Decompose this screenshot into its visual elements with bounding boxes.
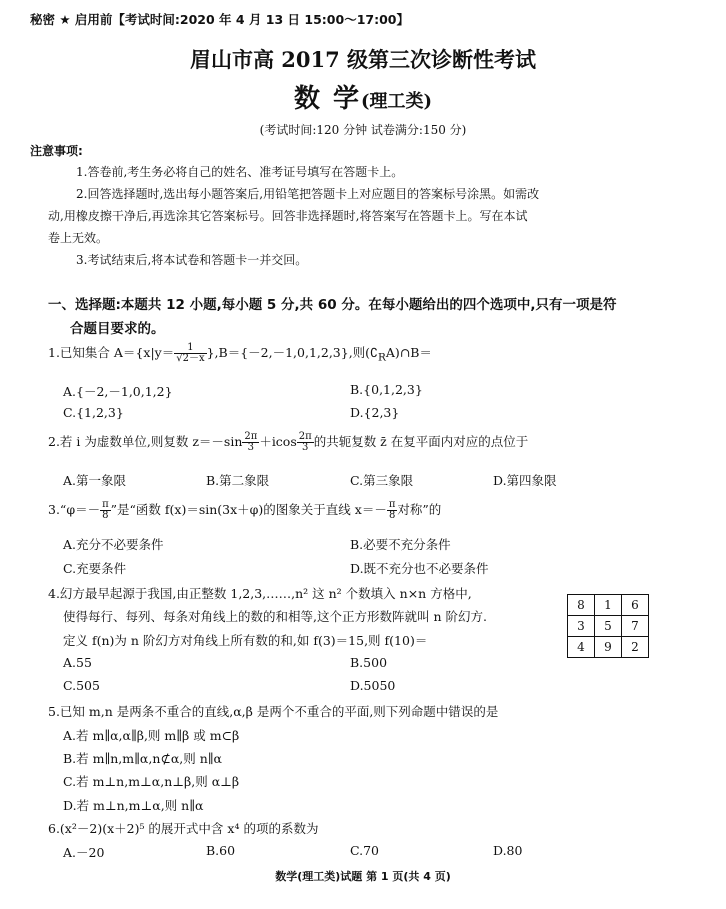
q3-f2-num: π [388, 499, 396, 510]
question-3-stem [48, 500, 441, 521]
magic-square-cell: 6 [622, 595, 649, 616]
q2-f2-num: 2π [298, 431, 312, 442]
q1-set-left: {x|y＝ [135, 345, 175, 360]
exam-header: 秘密 ★ 启用前【考试时间:2020 年 4 月 13 日 15:00～17:00】 [30, 12, 409, 27]
note-2-line3: 卷上无效。 [48, 231, 109, 245]
section-heading-line2: 合题目要求的。 [70, 321, 165, 337]
q1-pre: 1.已知集合 A＝ [48, 345, 136, 360]
q5-option-a: A.若 m∥α,α∥β,则 m∥β 或 m⊂β [63, 728, 240, 743]
magic-square-cell: 2 [622, 637, 649, 658]
q5-option-b: B.若 m∥n,m∥α,n⊄α,则 n∥α [63, 751, 223, 766]
q6-option-c: C.70 [350, 843, 379, 858]
magic-square-cell: 9 [595, 637, 622, 658]
q1-option-d: D.{2,3} [350, 405, 400, 420]
q2-option-c: C.第三象限 [350, 473, 414, 488]
subject-category: (理工类) [361, 91, 433, 112]
magic-square-row [568, 595, 649, 616]
question-4-line3: 定义 f(n)为 n 阶幻方对角线上所有数的和,如 f(3)＝15,则 f(10)＝ [63, 633, 428, 648]
q4-option-a: A.55 [63, 655, 92, 670]
magic-square-row [568, 637, 649, 658]
q1-option-c: C.{1,2,3} [63, 405, 124, 420]
q2-fraction-2 [297, 432, 314, 453]
q3-f1-num: π [102, 499, 109, 510]
q1-option-b: B.{0,1,2,3} [350, 382, 423, 397]
question-4-line1: 4.幻方最早起源于我国,由正整数 1,2,3,……,n² 这 n² 个数填入 n×n 方格中, [48, 586, 472, 601]
q2-f2-den: 3 [302, 442, 309, 453]
q5-option-d: D.若 m⊥n,m⊥α,则 n∥α [63, 798, 204, 813]
q2-post: 的共轭复数 z̄ 在复平面内对应的点位于 [313, 434, 529, 449]
question-6-stem: 6.(x²－2)(x＋2)⁵ 的展开式中含 x⁴ 的项的系数为 [48, 821, 319, 836]
notes-heading: 注意事项: [30, 144, 83, 158]
q3-option-d: D.既不充分也不必要条件 [350, 561, 489, 576]
magic-square-row [568, 616, 649, 637]
q3-option-a: A.充分不必要条件 [63, 537, 164, 552]
magic-square-grid [567, 594, 649, 658]
q1-frac-den: √2－x [176, 353, 205, 364]
q6-option-b: B.60 [206, 843, 236, 858]
note-2-line2: 动,用橡皮擦干净后,再选涂其它答案标号。回答非选择题时,将答案写在答题卡上。写在本试 [48, 209, 528, 223]
q4-option-b: B.500 [350, 655, 388, 670]
q1-frac-num: 1 [174, 343, 206, 354]
q1-post2: A)∩B＝ [385, 345, 432, 360]
magic-square-cell: 5 [595, 616, 622, 637]
section-heading-line1: 一、选择题:本题共 12 小题,每小题 5 分,共 60 分。在每小题给出的四个选项中,只有一项是符 [48, 297, 617, 313]
magic-square-cell: 8 [568, 595, 595, 616]
q3-pre: 3.“φ＝－ [48, 502, 101, 517]
note-3: 3.考试结束后,将本试卷和答题卡一并交回。 [76, 253, 308, 267]
exam-title: 眉山市高 2017 级第三次诊断性考试 [189, 47, 537, 72]
note-1: 1.答卷前,考生务必将自己的姓名、准考证号填写在答题卡上。 [76, 165, 404, 179]
subject-title [0, 78, 726, 115]
question-2-stem [48, 432, 528, 453]
q1-option-a: A.{－2,－1,0,1,2} [63, 384, 173, 399]
q2-option-b: B.第二象限 [206, 473, 270, 488]
q1-set-right: } [206, 345, 215, 360]
q2-fraction-1 [242, 432, 259, 453]
q6-option-d: D.80 [493, 843, 523, 858]
question-5-stem: 5.已知 m,n 是两条不重合的直线,α,β 是两个不重合的平面,则下列命题中错误的是 [48, 704, 499, 719]
q2-f1-num: 2π [244, 431, 258, 442]
q3-fraction-1 [100, 500, 111, 521]
q2-mid: ＋icos [259, 434, 297, 449]
page-footer: 数学(理工类)试题 第 1 页(共 4 页) [275, 870, 451, 883]
question-4-line2: 使得每行、每列、每条对角线上的数的和相等,这个正方形数阵就叫 n 阶幻方. [63, 609, 487, 624]
question-1-stem [48, 343, 432, 364]
q3-option-b: B.必要不充分条件 [350, 537, 451, 552]
q2-pre: 2.若 i 为虚数单位,则复数 z＝－sin [48, 434, 243, 449]
magic-square-cell: 4 [568, 637, 595, 658]
magic-square-cell: 1 [595, 595, 622, 616]
q4-option-c: C.505 [63, 678, 100, 693]
q1-fraction [174, 343, 206, 364]
q2-f1-den: 3 [247, 442, 255, 453]
q2-option-d: D.第四象限 [493, 473, 557, 488]
q5-option-c: C.若 m⊥n,m⊥α,n⊥β,则 α⊥β [63, 774, 240, 789]
q2-option-a: A.第一象限 [63, 473, 127, 488]
q1-sub: R [378, 351, 386, 364]
magic-square-cell: 7 [622, 616, 649, 637]
q3-post: 对称”的 [397, 502, 442, 517]
note-2-line1: 2.回答选择题时,选出每小题答案后,用铅笔把答题卡上对应题目的答案标号涂黑。如需改 [76, 187, 540, 201]
q4-option-d: D.5050 [350, 678, 396, 693]
q3-option-c: C.充要条件 [63, 561, 127, 576]
exam-info: (考试时间:120 分钟 试卷满分:150 分) [259, 123, 467, 137]
q3-f1-den: 8 [102, 510, 109, 521]
q6-option-a: A.－20 [63, 845, 105, 860]
q1-post: ,B＝{－2,－1,0,1,2,3},则(∁ [214, 345, 378, 360]
q3-mid: ”是“函数 f(x)＝sin(3x＋φ)的图象关于直线 x＝－ [110, 502, 387, 517]
q3-fraction-2 [387, 500, 398, 521]
magic-square-cell: 3 [568, 616, 595, 637]
q3-f2-den: 8 [388, 510, 396, 521]
subject-name: 数 学 [293, 84, 361, 114]
